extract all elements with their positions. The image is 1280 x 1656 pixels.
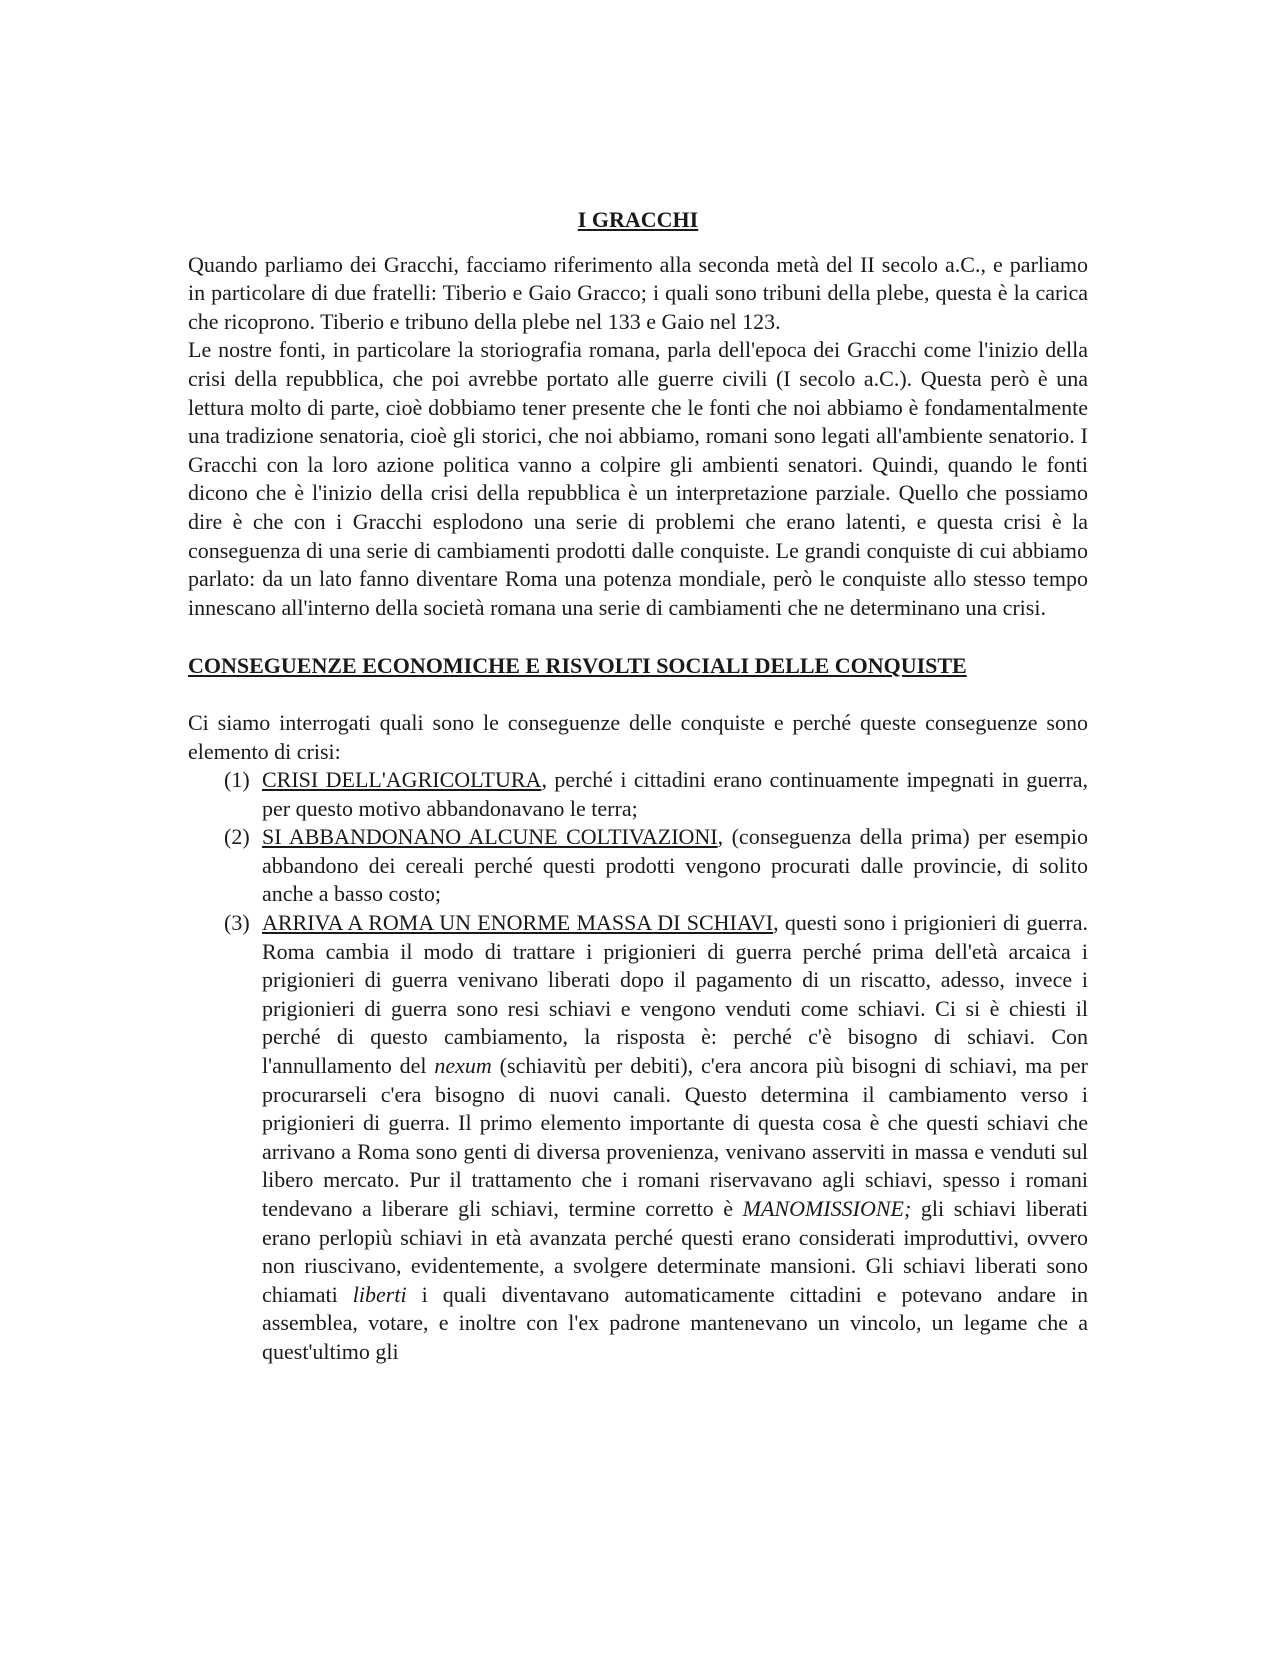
list-item bbox=[188, 909, 1088, 1367]
section-heading: CONSEGUENZE ECONOMICHE E RISVOLTI SOCIALI DELLE CONQUISTE bbox=[188, 653, 967, 679]
intro-paragraph-2: Le nostre fonti, in particolare la storiografia romana, parla dell'epoca dei Gracchi come l'inizio della crisi della repubblica, che poi avrebbe portato alle guerre civili (I secolo a.C.). Questa però è una lettura molto di parte, cioè dobbiamo tener presente che le fonti che noi abbiamo è fondamentalmente una tradizione senatoria, cioè gli storici, che noi abbiamo, romani sono legati all'ambiente senatorio. I Gracchi con la loro azione politica vanno a colpire gli ambienti senatori. Quindi, quando le fonti dicono che è l'inizio della crisi della repubblica è un interpretazione parziale. Quello che possiamo dire è che con i Gracchi esplodono una serie di problemi che erano latenti, e questa crisi è la conseguenza di una serie di cambiamenti prodotti dalle conquiste. Le grandi conquiste di cui abbiamo parlato: da un lato fanno diventare Roma una potenza mondiale, però le conquiste allo stesso tempo innescano all'interno della società romana una serie di cambiamenti che ne determinano una crisi. bbox=[188, 337, 1088, 620]
list-item bbox=[188, 766, 1088, 823]
document-title: I GRACCHI bbox=[577, 207, 699, 232]
term-manomissione: MANOMISSIONE; bbox=[742, 1196, 912, 1221]
list-item-number: (3) bbox=[224, 910, 250, 936]
list-item-text: , (conseguenza della prima) per esempio abbandono dei cereali perché questi prodotti vengono procurati dalle provincie, di solito anche a basso costo; bbox=[262, 824, 1088, 907]
list-item-text: gli schiavi liberati erano perlopiù schiavi in età avanzata perché questi erano considerati improduttivi, ovvero non riuscivano, evidentemente, a svolgere determinate mansioni. Gli schiavi liberati sono chiamati bbox=[262, 1196, 1088, 1307]
list-item-heading: SI ABBANDONANO ALCUNE COLTIVAZIONI bbox=[262, 824, 718, 850]
consequences-list bbox=[188, 766, 1088, 1366]
document-page bbox=[188, 206, 1088, 1367]
term-liberti: liberti bbox=[352, 1281, 407, 1307]
list-item bbox=[188, 823, 1088, 909]
section-intro: Ci siamo interrogati quali sono le conseguenze delle conquiste e perché queste conseguenze sono elemento di crisi: bbox=[188, 709, 1088, 764]
list-item-number: (1) bbox=[224, 767, 250, 793]
list-item-text: (schiavitù per debiti), c'era ancora più bisogni di schiavi, ma per procurarseli c'era bisogno di nuovi canali. Questo determina il cambiamento verso i prigionieri di guerra. Il primo elemento importante di questa cosa è che questi schiavi che arrivano a Roma sono genti di diversa provenienza, venivano asserviti in massa e venduti sul libero mercato. Pur il trattamento che i romani riservavano agli schiavi, spesso i romani tendevano a liberare gli schiavi, termine corretto è bbox=[262, 1053, 1088, 1221]
list-item-heading: CRISI DELL'AGRICOLTURA bbox=[262, 767, 542, 793]
list-item-number: (2) bbox=[224, 824, 250, 850]
list-item-heading: ARRIVA A ROMA UN ENORME MASSA DI SCHIAVI bbox=[262, 910, 774, 936]
list-item-text: , questi sono i prigionieri di guerra. Roma cambia il modo di trattare i prigionieri di guerra perché prima dell'età arcaica i prigionieri di guerra venivano liberati dopo il pagamento di un riscatto, adesso, invece i prigionieri di guerra sono resi schiavi e vengono venduti come schiavi. Ci si è chiesti il perché di questo cambiamento, la risposta è: perché c'è bisogno di schiavi. Con l'annullamento del bbox=[262, 910, 1089, 1079]
list-item-text: , perché i cittadini erano continuamente impegnati in guerra, per questo motivo abbandonavano le terra; bbox=[262, 767, 1088, 821]
intro-paragraph-1: Quando parliamo dei Gracchi, facciamo riferimento alla seconda metà del II secolo a.C., e parliamo in particolare di due fratelli: Tiberio e Gaio Gracco; i quali sono tribuni della plebe, questa è la carica che ricoprono. Tiberio e tribuno della plebe nel 133 e Gaio nel 123. bbox=[188, 251, 1088, 334]
term-nexum: nexum bbox=[434, 1053, 492, 1079]
list-item-text: i quali diventavano automaticamente cittadini e potevano andare in assemblea, votare, e inoltre con l'ex padrone mantenevano un vincolo, un legame che a quest'ultimo gli bbox=[262, 1281, 1088, 1364]
